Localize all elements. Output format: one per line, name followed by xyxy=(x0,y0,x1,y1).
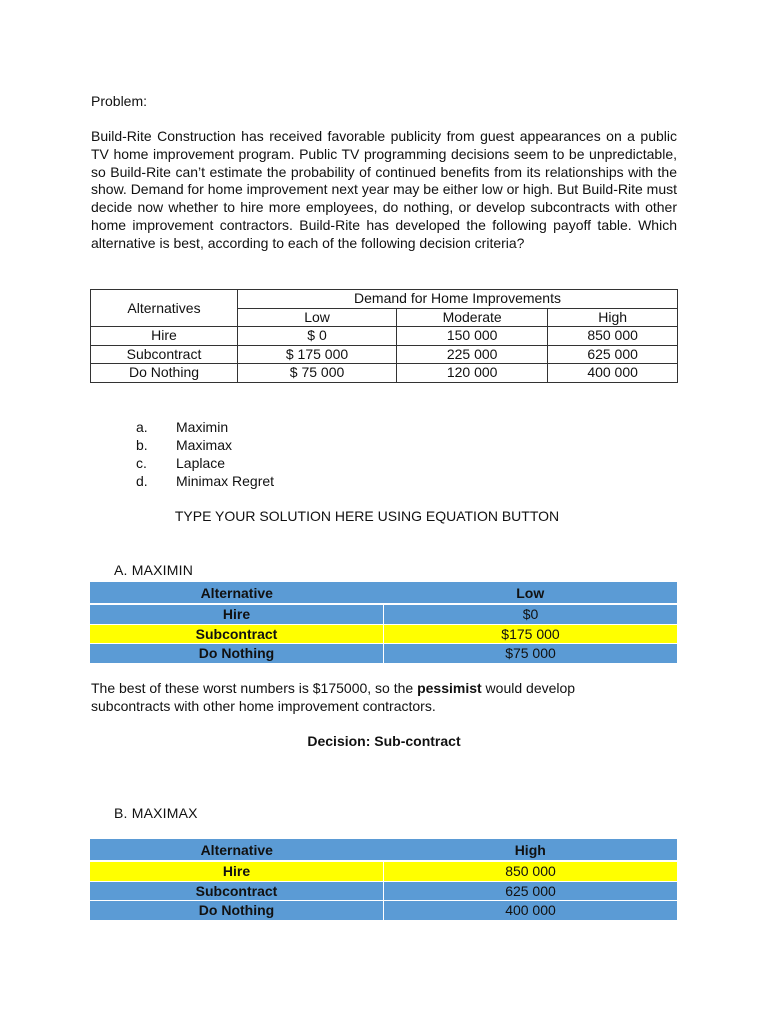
cell-moderate: 225 000 xyxy=(397,345,548,364)
decision-text: Decision: Sub-contract xyxy=(307,733,461,749)
row-value: 625 000 xyxy=(384,881,678,901)
maximin-conclusion xyxy=(91,679,651,715)
row-value: $175 000 xyxy=(384,624,678,644)
row-value: 400 000 xyxy=(384,901,678,920)
row-name: Hire xyxy=(91,327,238,346)
criteria-list xyxy=(136,418,274,490)
row-name: Do Nothing xyxy=(91,364,238,383)
maximin-col-alternative: Alternative xyxy=(90,582,384,604)
conclusion-bold: pessimist xyxy=(417,680,482,696)
payoff-table xyxy=(90,289,678,383)
list-label: Laplace xyxy=(176,455,226,471)
instruction-label: TYPE YOUR SOLUTION HERE USING EQUATION BUTTON xyxy=(174,508,560,524)
maximax-col-high: High xyxy=(384,839,678,861)
cell-high: 400 000 xyxy=(548,364,678,383)
table-row xyxy=(90,644,677,663)
cell-moderate: 150 000 xyxy=(397,327,548,346)
table-row-highlighted xyxy=(90,624,677,644)
table-row-highlighted xyxy=(90,861,677,881)
problem-label: Problem: xyxy=(91,93,148,109)
list-label: Maximin xyxy=(176,419,229,435)
list-letter: c. xyxy=(136,455,147,471)
list-item xyxy=(136,472,274,490)
table-row xyxy=(91,345,678,364)
table-row xyxy=(91,364,678,383)
table-row xyxy=(90,901,677,920)
list-letter: a. xyxy=(136,419,148,435)
row-name: Subcontract xyxy=(91,345,238,364)
row-value: $75 000 xyxy=(384,644,678,663)
row-value: 850 000 xyxy=(384,861,678,881)
maximax-heading: B. MAXIMAX xyxy=(114,805,198,821)
list-label: Minimax Regret xyxy=(176,473,275,489)
list-letter: b. xyxy=(136,437,148,453)
problem-text: Build-Rite Construction has received favorable publicity from guest appearances on a public TV home improvement program. Public TV programming decisions seem to be unpredictable, so Build-Rite can’t estimate the probability of continued benefits from its relationships with the show. Demand for home improvement next year may be either low or high. But Build-Rite must decide now whether to hire more employees, do nothing, or develop subcontracts with other home improvement contractors. Build-Rite has developed the following payoff table. Which alternative is best, according to each of the following decision criteria? xyxy=(91,128,677,251)
maximin-decision xyxy=(0,733,768,749)
col-high: High xyxy=(548,308,678,327)
maximin-heading: A. MAXIMIN xyxy=(114,562,194,578)
table-row xyxy=(90,604,677,624)
list-letter: d. xyxy=(136,473,148,489)
cell-high: 850 000 xyxy=(548,327,678,346)
maximin-col-low: Low xyxy=(384,582,678,604)
row-name: Subcontract xyxy=(90,881,384,901)
conclusion-text: The best of these worst numbers is $175000, so the xyxy=(91,680,418,696)
row-name: Do Nothing xyxy=(90,644,384,663)
maximax-col-alternative: Alternative xyxy=(90,839,384,861)
row-name: Subcontract xyxy=(90,624,384,644)
list-item xyxy=(136,436,274,454)
col-low: Low xyxy=(238,308,397,327)
row-name: Do Nothing xyxy=(90,901,384,920)
col-moderate: Moderate xyxy=(397,308,548,327)
demand-header: Demand for Home Improvements xyxy=(238,290,678,309)
row-name: Hire xyxy=(90,604,384,624)
instruction-text xyxy=(0,508,768,524)
list-item xyxy=(136,454,274,472)
row-name: Hire xyxy=(90,861,384,881)
cell-low: $ 75 000 xyxy=(238,364,397,383)
list-label: Maximax xyxy=(176,437,233,453)
maximin-table xyxy=(90,582,677,663)
list-item xyxy=(136,418,274,436)
table-row xyxy=(91,327,678,346)
cell-moderate: 120 000 xyxy=(397,364,548,383)
cell-low: $ 175 000 xyxy=(238,345,397,364)
conclusion-text: would develop subcontracts with other home improvement contractors. xyxy=(91,680,576,714)
row-value: $0 xyxy=(384,604,678,624)
alternatives-header: Alternatives xyxy=(91,290,238,327)
maximax-table xyxy=(90,839,677,920)
table-row xyxy=(90,881,677,901)
cell-low: $ 0 xyxy=(238,327,397,346)
cell-high: 625 000 xyxy=(548,345,678,364)
